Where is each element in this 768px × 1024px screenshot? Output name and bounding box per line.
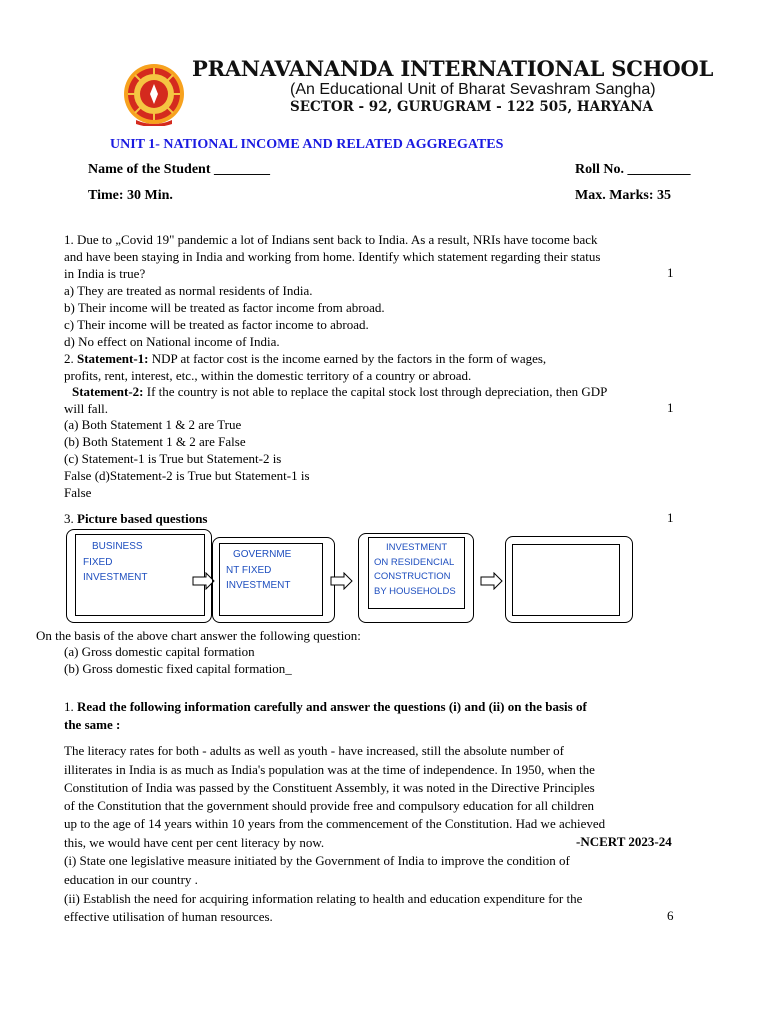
school-address: SECTOR - 92, GURUGRAM - 122 505, HARYANA (290, 99, 654, 115)
q2-option: (b) Both Statement 1 & 2 are False (64, 434, 246, 449)
q1-option: a) They are treated as normal residents of India. (64, 283, 313, 298)
q4-number: 1. (64, 699, 74, 714)
q2-option: (a) Both Statement 1 & 2 are True (64, 417, 242, 432)
q4-heading-text: the same : (64, 717, 121, 732)
q2-s1-text: profits, rent, interest, etc., within the domestic territory of a country or abroad. (64, 368, 472, 383)
q3-number: 3. (64, 511, 74, 526)
flow-box-1-line: INVESTMENT (83, 572, 148, 583)
max-marks-label: Max. Marks: 35 (575, 188, 672, 203)
q4-question-ii: (ii) Establish the need for acquiring information relating to health and education expenditure for the (64, 891, 583, 906)
flow-box-3-line: CONSTRUCTION (374, 571, 451, 582)
flow-arrow-icon (480, 572, 504, 590)
q1-marks: 1 (667, 265, 674, 280)
school-subtitle: (An Educational Unit of Bharat Sevashram Sangha) (290, 81, 656, 98)
flow-box-3-line: BY HOUSEHOLDS (374, 585, 456, 597)
q2-number: 2. (64, 351, 74, 366)
q3-title: Picture based questions (77, 511, 208, 526)
q3-heading (64, 510, 208, 527)
flow-box-4-empty (512, 544, 620, 616)
q1-text-line: and have been staying in India and working from home. Identify which statement regarding their status (64, 249, 601, 264)
q2-option: False (d)Statement-2 is True but Statement-1 is (64, 468, 310, 483)
q4-question-i: (i) State one legislative measure initiated by the Government of India to improve the condition of (64, 853, 570, 868)
flow-box-1-line: BUSINESS (92, 541, 143, 552)
q1-option: c) Their income will be treated as factor income to abroad. (64, 317, 369, 332)
flow-box-2-line: GOVERNME (233, 549, 292, 560)
time-label: Time: 30 Min. (88, 188, 173, 203)
q4-passage-line: The literacy rates for both - adults as well as youth - have increased, still the absolute number of (64, 743, 564, 758)
q2-option: (c) Statement-1 is True but Statement-2 is (64, 451, 282, 466)
school-logo (122, 62, 186, 126)
q1-text-line: 1. Due to „Covid 19" pandemic a lot of Indians sent back to India. As a result, NRIs have tocome back (64, 232, 598, 247)
q4-passage-line: of the Constitution that the government should provide free and compulsory education for all children (64, 798, 594, 813)
q1-option: d) No effect on National income of India. (64, 334, 280, 349)
flow-box-2-line: NT FIXED (226, 564, 272, 576)
flow-box-2-line: INVESTMENT (226, 580, 291, 591)
q3-option: (b) Gross domestic fixed capital formation_ (64, 661, 292, 676)
flow-box-3-line: INVESTMENT (386, 542, 448, 553)
q4-source: -NCERT 2023-24 (576, 834, 672, 849)
flow-box-2 (219, 543, 323, 616)
q2-marks: 1 (667, 400, 674, 415)
q3-prompt: On the basis of the above chart answer the following question: (36, 628, 361, 643)
q4-passage-line: illiterates in India is as much as India's population was at the time of independence. In 1950, when the (64, 762, 595, 777)
q4-heading (64, 698, 587, 715)
unit-title: UNIT 1- NATIONAL INCOME AND RELATED AGGREGATES (110, 137, 504, 152)
q2-s2-text: If the country is not able to replace the capital stock lost through depreciation, then GDP (143, 384, 608, 399)
q4-heading-text: Read the following information carefully and answer the questions (i) and (ii) on the basis of (77, 699, 587, 714)
flow-box-1-line: FIXED (83, 556, 113, 568)
q4-passage-line: Constitution of India was passed by the Constituent Assembly, it was noted in the Directive Principles (64, 780, 595, 795)
q4-question-i: education in our country . (64, 872, 198, 887)
q4-passage-line: up to the age of 14 years within 10 years from the commencement of the Constitution. Had we achieved (64, 816, 606, 831)
q4-marks: 6 (667, 908, 674, 923)
school-name: PRANAVANANDA INTERNATIONAL SCHOOL (192, 56, 714, 81)
flow-box-3 (368, 537, 465, 609)
flow-arrow-icon (330, 572, 354, 590)
q1-option: b) Their income will be treated as factor income from abroad. (64, 300, 385, 315)
q2-statement-2 (72, 383, 607, 400)
q4-passage-line: this, we would have cent per cent literacy by now. (64, 835, 325, 850)
q2-option: False (64, 485, 92, 500)
q3-option: (a) Gross domestic capital formation (64, 644, 255, 659)
q3-marks: 1 (667, 510, 674, 525)
q2-s2-label: Statement-2: (72, 384, 144, 399)
q2-s1-label: Statement-1: (77, 351, 149, 366)
flow-box-3-line: ON RESIDENCIAL (374, 556, 455, 568)
flow-box-1 (75, 534, 205, 616)
q2-s2-text: will fall. (64, 401, 109, 416)
q2-statement-1 (64, 350, 546, 367)
student-name-field: Name of the Student ________ (88, 162, 270, 177)
q1-text-line: in India is true? (64, 266, 146, 281)
roll-no-field: Roll No. _________ (575, 162, 691, 177)
q2-s1-text: NDP at factor cost is the income earned by the factors in the form of wages, (148, 351, 547, 366)
q4-question-ii: effective utilisation of human resources. (64, 909, 273, 924)
